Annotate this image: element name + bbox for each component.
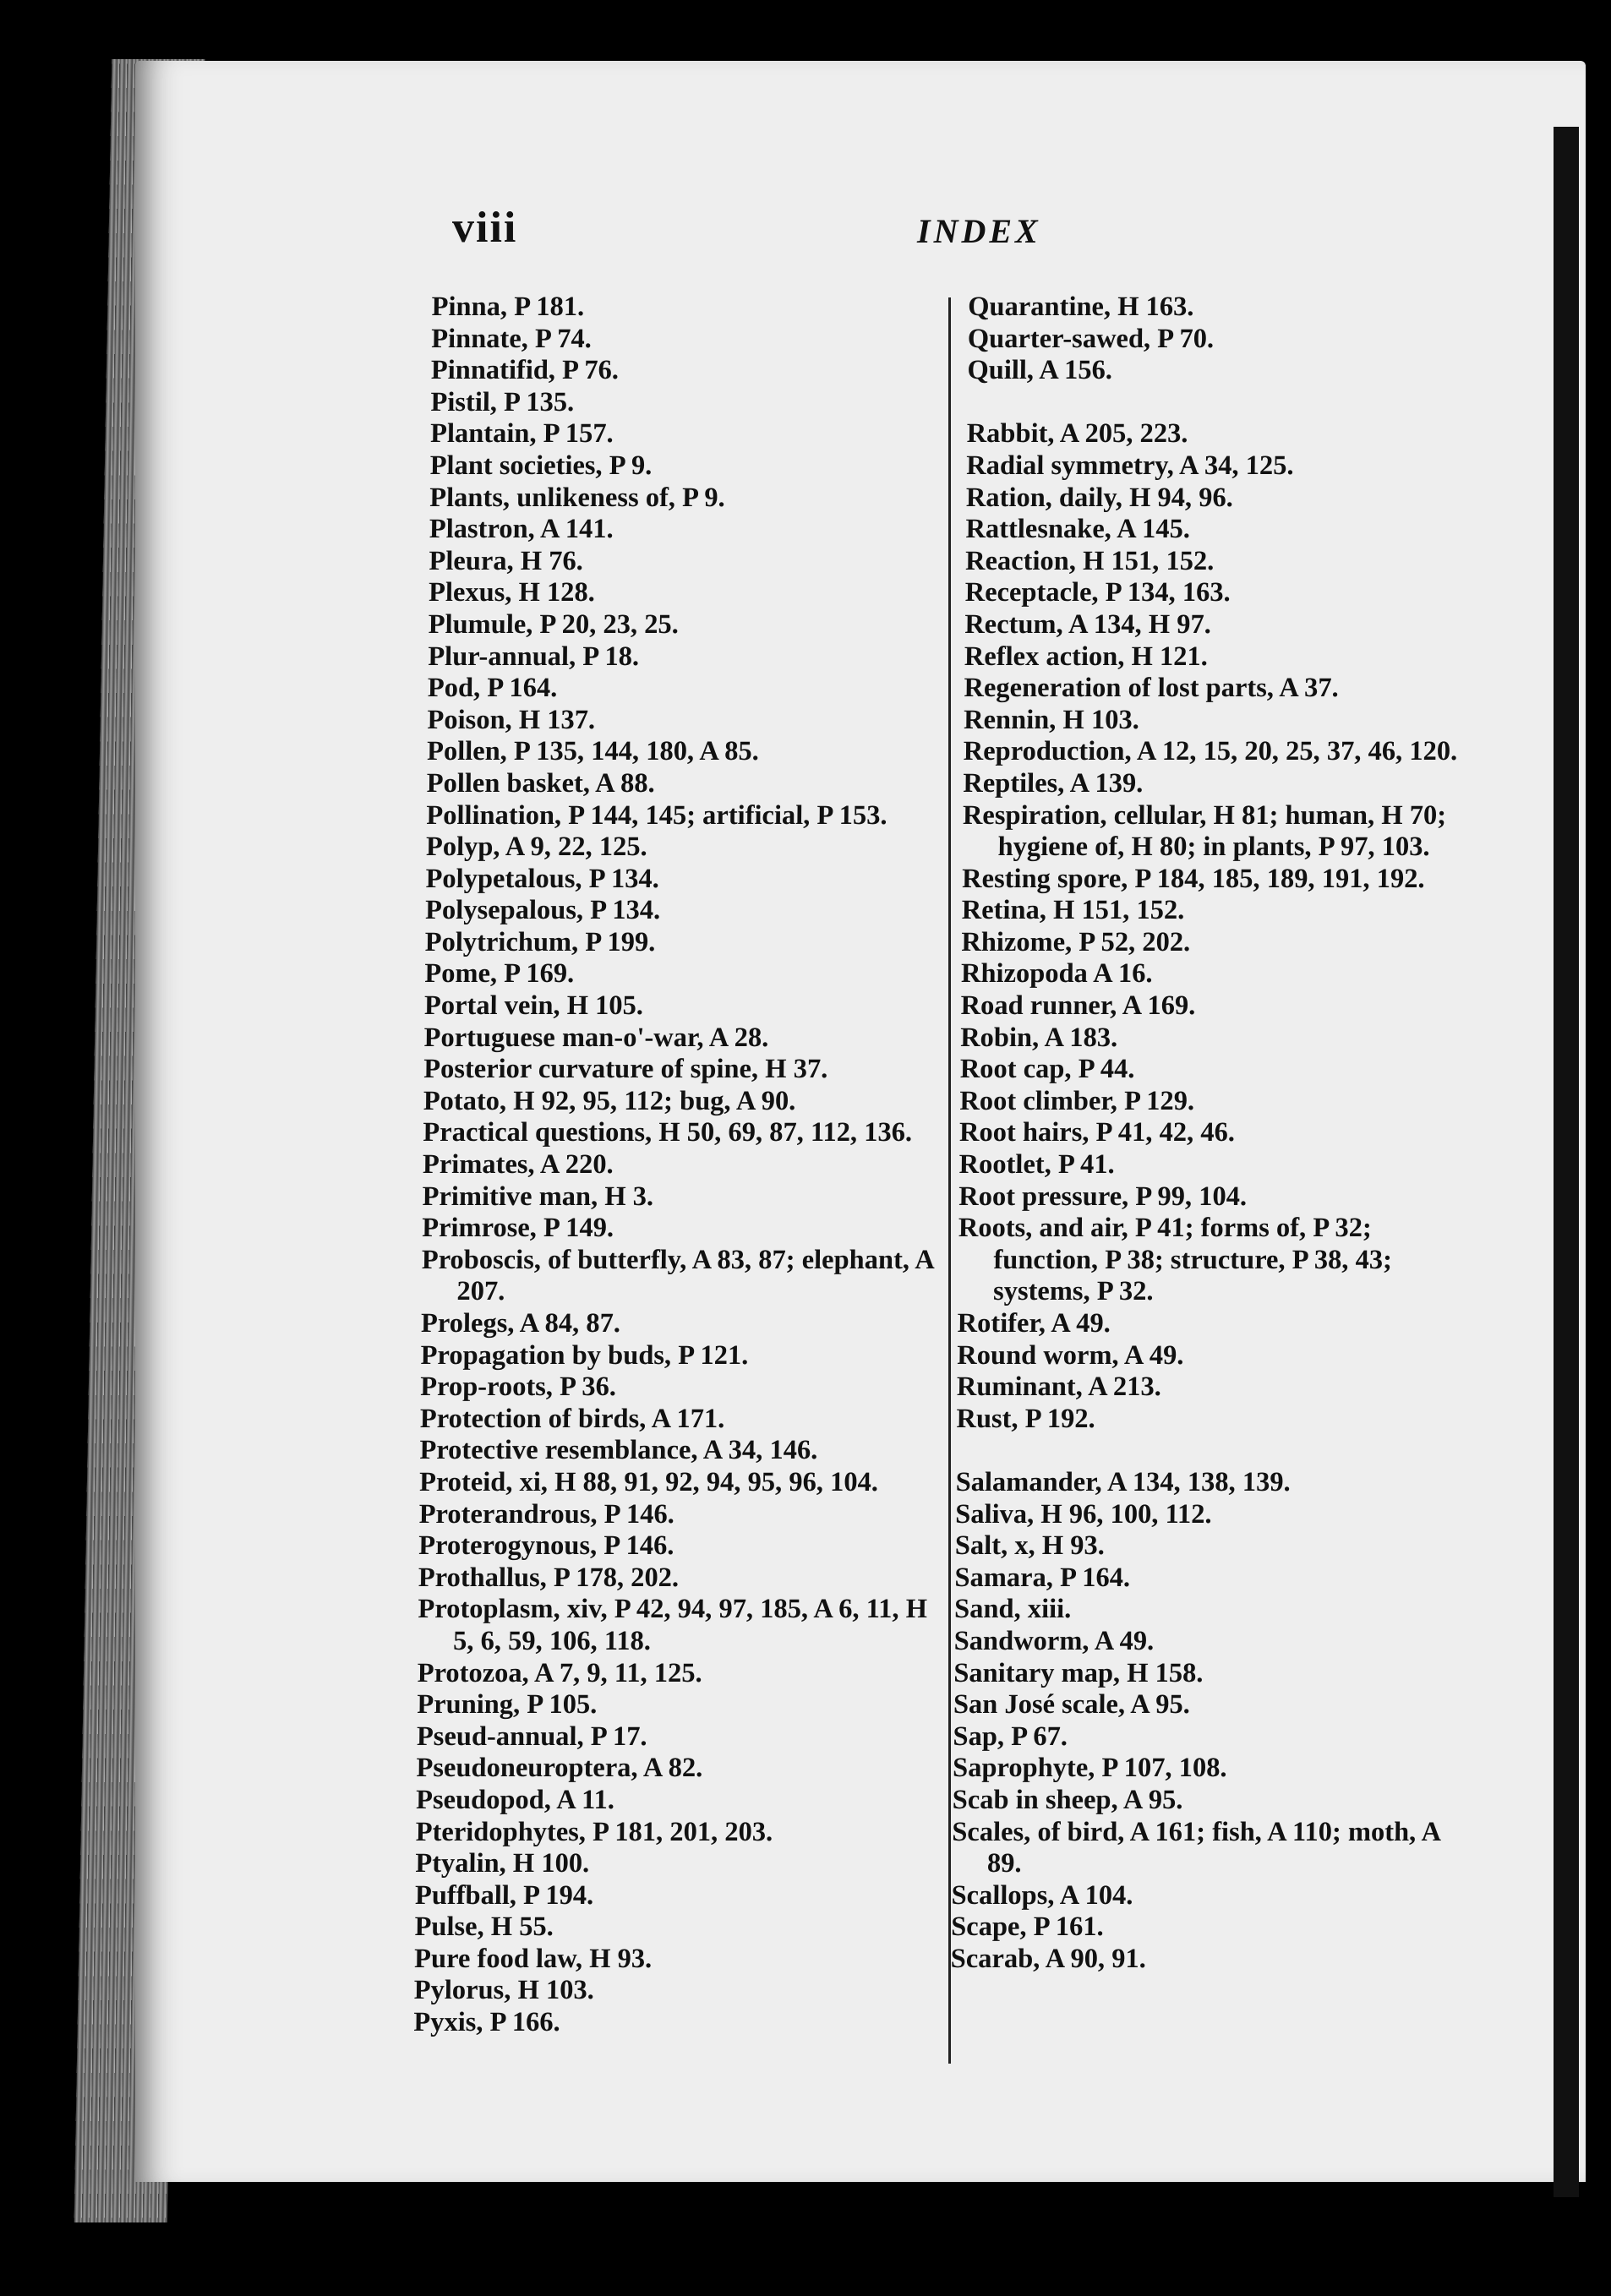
index-entry: Rhizopoda A 16. — [960, 958, 1153, 990]
index-entry: Prop-roots, P 36. — [420, 1372, 617, 1403]
index-entry: Resting spore, P 184, 185, 189, 191, 192. — [961, 863, 1425, 894]
index-entry: Plur-annual, P 18. — [428, 641, 640, 672]
index-entry: Pleura, H 76. — [429, 545, 584, 576]
index-entry: Protozoa, A 7, 9, 11, 125. — [417, 1657, 702, 1688]
index-entry: Sand, xiii. — [953, 1594, 1072, 1625]
index-entry: Pulse, H 55. — [414, 1912, 554, 1943]
index-entry: Portuguese man-o'-war, A 28. — [423, 1022, 769, 1053]
index-entry: Pteridophytes, P 181, 201, 203. — [415, 1816, 773, 1847]
index-entry: Ptyalin, H 100. — [415, 1848, 590, 1879]
index-entry: Root hairs, P 41, 42, 46. — [958, 1117, 1236, 1148]
index-entry: Protective resemblance, A 34, 146. — [419, 1435, 818, 1466]
index-column-right — [951, 292, 1484, 1975]
index-entry: Pollen, P 135, 144, 180, A 85. — [426, 736, 760, 767]
index-entry: Rotifer, A 49. — [957, 1308, 1111, 1339]
index-entry: Quarter-sawed, P 70. — [967, 323, 1215, 354]
index-entry: Primrose, P 149. — [422, 1213, 614, 1244]
index-entry: Practical questions, H 50, 69, 87, 112, 136. — [423, 1117, 913, 1148]
index-entry: Scab in sheep, A 95. — [952, 1784, 1183, 1815]
index-entry: Protection of birds, A 171. — [419, 1403, 725, 1434]
index-entry: Robin, A 183. — [960, 1022, 1118, 1053]
index-entry: Roots, and air, P 41; forms of, P 32; function, P 38; structure, P 38, 43; systems, P 32. — [958, 1213, 1393, 1307]
index-entry: Pylorus, H 103. — [413, 1975, 595, 2006]
index-entry: Sandworm, A 49. — [953, 1625, 1155, 1656]
page-shadow — [1554, 127, 1579, 2197]
index-entry: Ration, daily, H 94, 96. — [965, 482, 1234, 513]
letter-section-gap — [967, 387, 1483, 419]
index-entry: Propagation by buds, P 121. — [420, 1339, 749, 1371]
index-entry: Poison, H 137. — [427, 704, 596, 735]
index-entry: Plants, unlikeness of, P 9. — [429, 482, 725, 513]
index-entry: Polyp, A 9, 22, 125. — [425, 832, 647, 863]
index-entry: Retina, H 151, 152. — [961, 895, 1185, 926]
index-entry: Sanitary map, H 158. — [953, 1657, 1204, 1688]
index-entry: Proterandrous, P 146. — [418, 1498, 675, 1530]
index-entry: Potato, H 92, 95, 112; bug, A 90. — [423, 1085, 796, 1116]
index-entry: Pollen basket, A 88. — [426, 767, 655, 799]
index-entry: Rabbit, A 205, 223. — [966, 418, 1188, 450]
index-entry: Scales, of bird, A 161; fish, A 110; moth, A 89. — [952, 1816, 1440, 1879]
index-entry: Pollination, P 144, 145; artificial, P 153. — [426, 799, 887, 831]
index-entry: Rectum, A 134, H 97. — [964, 608, 1212, 640]
index-entry: Protoplasm, xiv, P 42, 94, 97, 185, A 6, 11, H 5, 6, 59, 106, 118. — [418, 1594, 928, 1656]
index-entry: Pistil, P 135. — [430, 386, 575, 417]
index-entry: Salt, x, H 93. — [954, 1530, 1106, 1562]
index-entry: Reproduction, A 12, 15, 20, 25, 37, 46, 120. — [963, 736, 1458, 767]
index-entry: Primates, A 220. — [422, 1149, 614, 1181]
index-entry: Saprophyte, P 107, 108. — [952, 1753, 1227, 1784]
index-entry: Pseudoneuroptera, A 82. — [416, 1753, 703, 1784]
index-entry: Ruminant, A 213. — [956, 1372, 1162, 1403]
index-entry: Reaction, H 151, 152. — [964, 545, 1215, 576]
index-entry: Rattlesnake, A 145. — [965, 514, 1191, 545]
index-entry: Quarantine, H 163. — [968, 292, 1194, 322]
page-number: viii — [452, 204, 518, 252]
index-entry: Reptiles, A 139. — [963, 767, 1144, 799]
index-entry: Prothallus, P 178, 202. — [418, 1562, 680, 1593]
index-entry: Polypetalous, P 134. — [425, 863, 660, 894]
index-entry: Road runner, A 169. — [960, 990, 1196, 1022]
index-entry: Pruning, P 105. — [417, 1689, 598, 1721]
index-entry: Rhizome, P 52, 202. — [961, 926, 1191, 957]
index-entry: Samara, P 164. — [954, 1562, 1131, 1593]
index-entry: Pseud-annual, P 17. — [416, 1721, 647, 1752]
index-entry: Plastron, A 141. — [429, 514, 614, 545]
index-entry: Pure food law, H 93. — [413, 1943, 653, 1974]
index-column-left — [413, 292, 947, 2039]
index-entry: Pinna, P 181. — [431, 292, 585, 322]
running-head: INDEX — [917, 212, 1041, 250]
index-entry: Posterior curvature of spine, H 37. — [423, 1054, 828, 1085]
index-entry: Plexus, H 128. — [428, 577, 596, 608]
index-entry: Pseudopod, A 11. — [415, 1784, 615, 1815]
index-entry: Puffball, P 194. — [414, 1879, 594, 1911]
index-entry: Portal vein, H 105. — [423, 990, 644, 1022]
index-entry: Plumule, P 20, 23, 25. — [428, 608, 680, 640]
index-entry: Quill, A 156. — [967, 355, 1113, 386]
index-entry: Root cap, P 44. — [959, 1054, 1135, 1085]
index-entry: Round worm, A 49. — [957, 1339, 1184, 1371]
index-entry: Rootlet, P 41. — [958, 1149, 1115, 1181]
index-entry: Primitive man, H 3. — [422, 1181, 654, 1212]
index-entry: Scarab, A 90, 91. — [950, 1943, 1147, 1974]
index-entry: San José scale, A 95. — [953, 1689, 1191, 1721]
index-entry: Pinnate, P 74. — [431, 323, 593, 354]
index-entry: Reflex action, H 121. — [964, 641, 1209, 672]
index-entry: Prolegs, A 84, 87. — [420, 1308, 621, 1339]
index-entry: Salamander, A 134, 138, 139. — [955, 1466, 1291, 1497]
index-entry: Sap, P 67. — [953, 1721, 1068, 1752]
index-entry: Plantain, P 157. — [429, 418, 614, 450]
index-entry: Regeneration of lost parts, A 37. — [964, 673, 1339, 704]
index-entry: Root pressure, P 99, 104. — [958, 1181, 1248, 1212]
index-entry: Pome, P 169. — [424, 958, 575, 990]
index-entry: Pinnatifid, P 76. — [430, 355, 620, 386]
index-entry: Receptacle, P 134, 163. — [964, 577, 1231, 608]
index-entry: Proboscis, of butterfly, A 83, 87; elephant, A 207. — [421, 1244, 934, 1307]
index-entry: Radial symmetry, A 34, 125. — [966, 450, 1294, 481]
index-entry: Polytrichum, P 199. — [424, 926, 656, 957]
index-entry: Pod, P 164. — [427, 673, 558, 704]
index-entry: Rennin, H 103. — [963, 704, 1140, 735]
index-entry: Rust, P 192. — [956, 1403, 1095, 1434]
index-entry: Proteid, xi, H 88, 91, 92, 94, 95, 96, 104. — [418, 1466, 879, 1497]
index-entry: Pyxis, P 166. — [413, 2007, 560, 2038]
letter-section-gap — [956, 1435, 1472, 1467]
index-entry: Root climber, P 129. — [959, 1085, 1195, 1116]
index-entry: Respiration, cellular, H 81; human, H 70; hygiene of, H 80; in plants, P 97, 103. — [962, 799, 1447, 863]
index-entry: Polysepalous, P 134. — [424, 895, 661, 926]
index-entry: Saliva, H 96, 100, 112. — [955, 1498, 1212, 1530]
index-entry: Scape, P 161. — [950, 1912, 1104, 1943]
index-entry: Scallops, A 104. — [951, 1879, 1133, 1911]
index-entry: Plant societies, P 9. — [429, 450, 653, 481]
column-divider — [948, 297, 951, 2064]
index-entry: Proterogynous, P 146. — [418, 1530, 674, 1562]
